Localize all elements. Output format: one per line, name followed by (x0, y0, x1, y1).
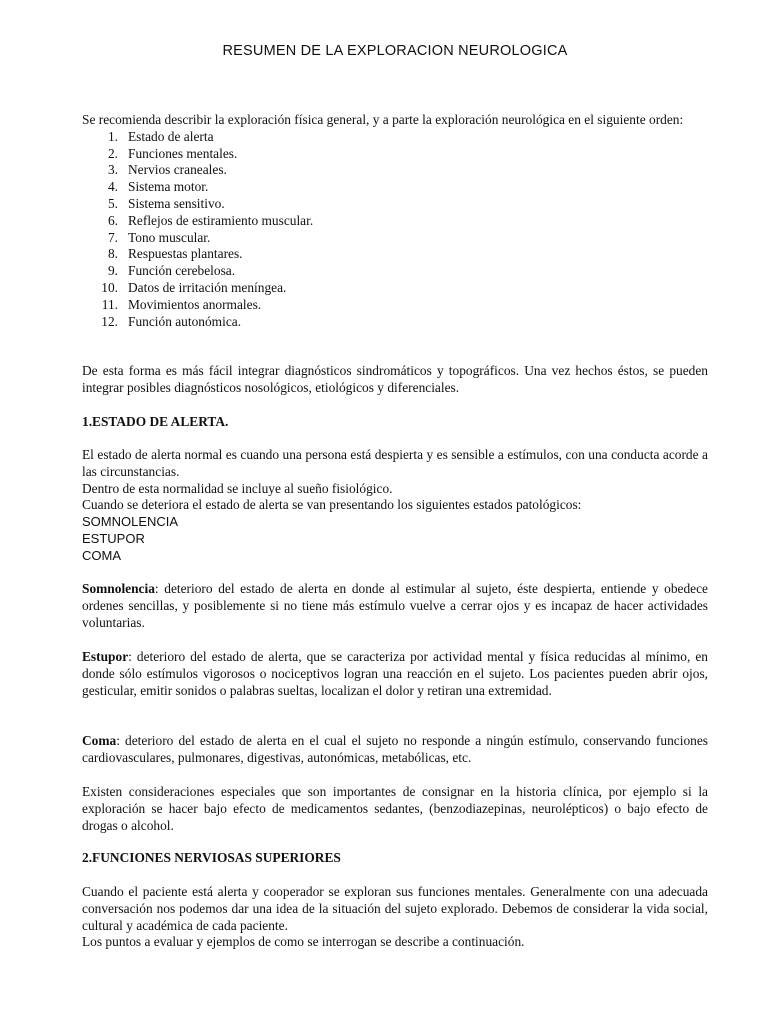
paragraph: Los puntos a evaluar y ejemplos de como se interrogan se describe a continuación. (82, 934, 525, 950)
section-2-heading-block (82, 850, 708, 867)
section-1-heading-block (82, 414, 708, 431)
document-title: RESUMEN DE LA EXPLORACION NEUROLOGICA (222, 43, 568, 59)
coma-block (82, 733, 708, 767)
list-item: 10. Datos de irritación meníngea. (101, 279, 287, 295)
list-item: 3. Nervios craneales. (107, 162, 227, 178)
intro-block (82, 112, 708, 330)
estupor-block (82, 649, 708, 699)
section-heading: 1.ESTADO DE ALERTA. (82, 414, 229, 429)
section-heading: 2.FUNCIONES NERVIOSAS SUPERIORES (82, 850, 341, 865)
list-item: 6. Reflejos de estiramiento muscular. (107, 212, 314, 228)
paragraph: Dentro de esta normalidad se incluye al sueño fisiológico. (82, 480, 393, 496)
list-item: 8. Respuestas plantares. (107, 246, 243, 262)
after-list-block (82, 363, 708, 397)
list-item: 9. Función cerebelosa. (107, 263, 236, 279)
coma-paragraph: Coma: deterioro del estado de alerta en el cual el sujeto no responde a ningún estímulo, conservando funciones cardiovasculares, pulmonares, digestivas, autonómicas, metabólicas, etc. (82, 733, 708, 765)
list-item: 4. Sistema motor. (107, 179, 209, 195)
section-2-body (82, 884, 708, 951)
state-coma: COMA (82, 547, 121, 563)
state-estupor: ESTUPOR (82, 530, 145, 546)
term-estupor: Estupor (82, 649, 129, 664)
section-1-body (82, 447, 708, 565)
paragraph: Cuando el paciente está alerta y cooperador se exploran sus funciones mentales. Generalmente con una adecuada conversación nos podemos dar una idea de la situación del sujeto explorado. Debemos de considerar la vida social, cultural y académica de cada paciente. (82, 884, 708, 933)
somnolencia-paragraph: Somnolencia: deterioro del estado de alerta en donde al estimular al sujeto, éste despierta, entiende y obedece ordenes sencillas, y posiblemente si no tiene más estímulo vuelve a cerrar ojos y es incapaz de hacer actividades voluntarias. (82, 581, 708, 630)
state-somnolencia: SOMNOLENCIA (82, 514, 179, 530)
term-coma: Coma (82, 733, 117, 748)
list-item: 7. Tono muscular. (107, 229, 211, 245)
list-item: 1. Estado de alerta (107, 128, 214, 144)
somnolencia-block (82, 581, 708, 631)
paragraph: El estado de alerta normal es cuando una persona está despierta y es sensible a estímulos, con una conducta acorde a las circunstancias. (82, 447, 708, 479)
term-somnolencia: Somnolencia (82, 581, 155, 596)
list-item: 11. Movimientos anormales. (101, 296, 262, 312)
list-item: 12. Función autonómica. (101, 313, 242, 329)
considerations-block (82, 784, 708, 834)
after-list-paragraph: De esta forma es más fácil integrar diagnósticos sindromáticos y topográficos. Una vez hechos éstos, se pueden integrar posibles diagnósticos nosológicos, etiológicos y diferenciales. (82, 363, 708, 395)
paragraph: Cuando se deteriora el estado de alerta se van presentando los siguientes estados patológicos: (82, 497, 582, 513)
estupor-paragraph: Estupor: deterioro del estado de alerta, que se caracteriza por actividad mental y física reducidas al mínimo, en donde sólo estímulos vigorosos o nociceptivos logran una reacción en el sujeto. Los pacientes pueden abrir ojos, gesticular, emitir sonidos o palabras sueltas, localizan el dolor y retiran una extremidad. (82, 649, 708, 698)
exploration-order-list (82, 129, 708, 331)
list-item: 2. Funciones mentales. (107, 145, 238, 161)
intro-paragraph: Se recomienda describir la exploración física general, y a parte la exploración neurológica en el siguiente orden: (82, 112, 684, 127)
list-item: 5. Sistema sensitivo. (107, 195, 225, 211)
considerations-paragraph: Existen consideraciones especiales que son importantes de consignar en la historia clínica, por ejemplo si la exploración se hacer bajo efecto de medicamentos sedantes, (benzodiazepinas, neurolépticos) o bajo efecto de drogas o alcohol. (82, 784, 708, 833)
